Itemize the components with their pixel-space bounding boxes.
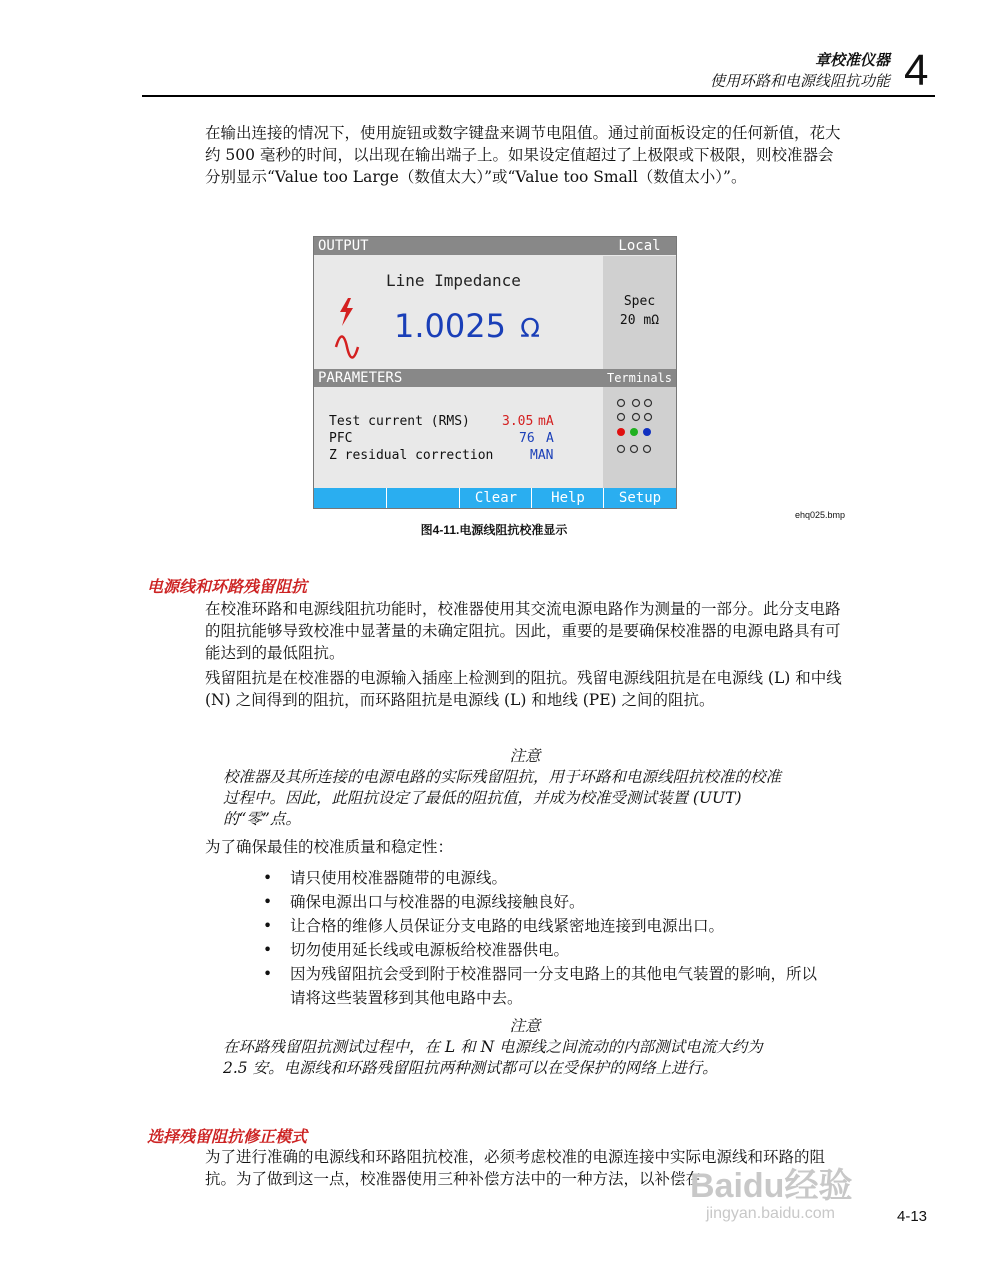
param-row	[329, 430, 569, 447]
section-title: 使用环路和电源线阻抗功能	[709, 72, 890, 90]
note-label: 注意	[509, 1017, 541, 1035]
body-paragraph: 在校准环路和电源线阻抗功能时，校准器使用其交流电源电路作为测量的一部分。此分支电路的阻抗能够导致校准中显著量的未确定阻抗。因此，重要的是要确保校准器的电源电路具有可能达到的最低阻抗。	[205, 600, 841, 662]
spec-value: 20 mΩ	[619, 313, 660, 328]
list-item: • 请只使用校准器随带的电源线。	[255, 866, 845, 890]
note-label: 注意	[509, 747, 541, 765]
spec-label: Spec	[623, 294, 656, 309]
instrument-display	[313, 236, 677, 509]
body-paragraph: 残留阻抗是在校准器的电源输入插座上检测到的阻抗。残留电源线阻抗是在电源线 (L) 和中线 (N) 之间得到的阻抗，而环路阻抗是电源线 (L) 和地线 (PE) 之间的阻抗。	[205, 669, 842, 709]
intro-paragraph: 在输出连接的情况下，使用旋钮或数字键盘来调节电阻值。通过前面板设定的任何新值，花大约 500 毫秒的时间，以出现在输出端子上。如果设定值超过了上极限或下极限，则校准器会分别显示“Value too Large（数值太大）”或“Value too Small（数值太小）”。	[205, 124, 841, 186]
list-item: • 切勿使用延长线或电源板给校准器供电。	[255, 938, 845, 962]
list-lead: 为了确保最佳的校准质量和稳定性：	[205, 838, 454, 856]
local-label: Local	[603, 237, 676, 255]
param-name: Z residual correction	[329, 448, 494, 463]
softkey-bar	[314, 488, 676, 508]
note-text: 校准器及其所连接的电源电路的实际残留阻抗，用于环路和电源线阻抗校准的校准过程中。因此，此阻抗设定了最低的阻抗值，并成为校准受测试装置 (UUT) 的“零”点。	[223, 768, 782, 828]
page-number: 4-13	[897, 1208, 928, 1225]
section-heading: 选择残留阻抗修正模式	[147, 1127, 308, 1146]
param-row	[329, 447, 569, 464]
watermark-logo: Baidu经验	[690, 1167, 853, 1205]
chapter-title: 章校准仪器	[814, 51, 890, 69]
figure-filename: ehq025.bmp	[795, 510, 846, 520]
param-unit: mA	[538, 414, 554, 429]
softkey-2[interactable]	[386, 488, 459, 508]
watermark-url: jingyan.baidu.com	[706, 1205, 835, 1222]
spec-panel	[603, 256, 676, 369]
param-row	[329, 413, 569, 430]
figure-caption: 图4-11.电源线阻抗校准显示	[420, 523, 568, 537]
terminals-panel	[603, 387, 676, 488]
list-item: • 因为残留阻抗会受到附于校准器同一分支电路上的其他电气装置的影响，所以请将这些装置移到其他电路中去。	[255, 962, 845, 1010]
setup-softkey[interactable]: Setup	[603, 488, 676, 508]
help-softkey[interactable]: Help	[531, 488, 604, 508]
body-paragraph: 为了进行准确的电源线和环路阻抗校准，必须考虑校准的电源连接中实际电源线和环路的阻抗。为了做到这一点，校准器使用三种补偿方法中的一种方法，以补偿在	[205, 1148, 826, 1188]
softkey-1[interactable]	[314, 488, 386, 508]
parameter-list	[329, 413, 569, 464]
param-value: 3.05	[502, 414, 534, 429]
section-heading: 电源线和环路残留阻抗	[147, 577, 308, 596]
parameters-bar: PARAMETERS	[314, 369, 605, 387]
function-name: Line Impedance	[386, 271, 521, 290]
note-text: 在环路残留阻抗测试过程中，在 L 和 N 电源线之间流动的内部测试电流大约为 2.5 安。电源线和环路残留阻抗两种测试都可以在受保护的网络上进行。	[223, 1038, 763, 1077]
clear-softkey[interactable]: Clear	[459, 488, 532, 508]
high-voltage-icon	[336, 297, 356, 327]
terminals-label: Terminals	[603, 369, 676, 387]
terminals-diagram-icon	[603, 387, 676, 488]
param-unit: A	[546, 431, 554, 446]
ac-sine-icon	[334, 333, 360, 363]
param-name: Test current (RMS)	[329, 414, 470, 429]
output-bar: OUTPUT	[314, 237, 605, 255]
list-item: • 确保电源出口与校准器的电源线接触良好。	[255, 890, 845, 914]
param-value: MAN	[530, 448, 554, 463]
list-item: • 让合格的维修人员保证分支电路的电线紧密地连接到电源出口。	[255, 914, 845, 938]
chapter-number: 4	[904, 46, 929, 95]
main-value: 1.0025	[394, 307, 506, 345]
main-unit: Ω	[520, 314, 541, 344]
param-value: 76	[519, 431, 535, 446]
main-reading	[394, 307, 540, 345]
header-rule	[142, 95, 935, 97]
param-name: PFC	[329, 431, 353, 446]
bullet-list	[255, 866, 845, 1010]
